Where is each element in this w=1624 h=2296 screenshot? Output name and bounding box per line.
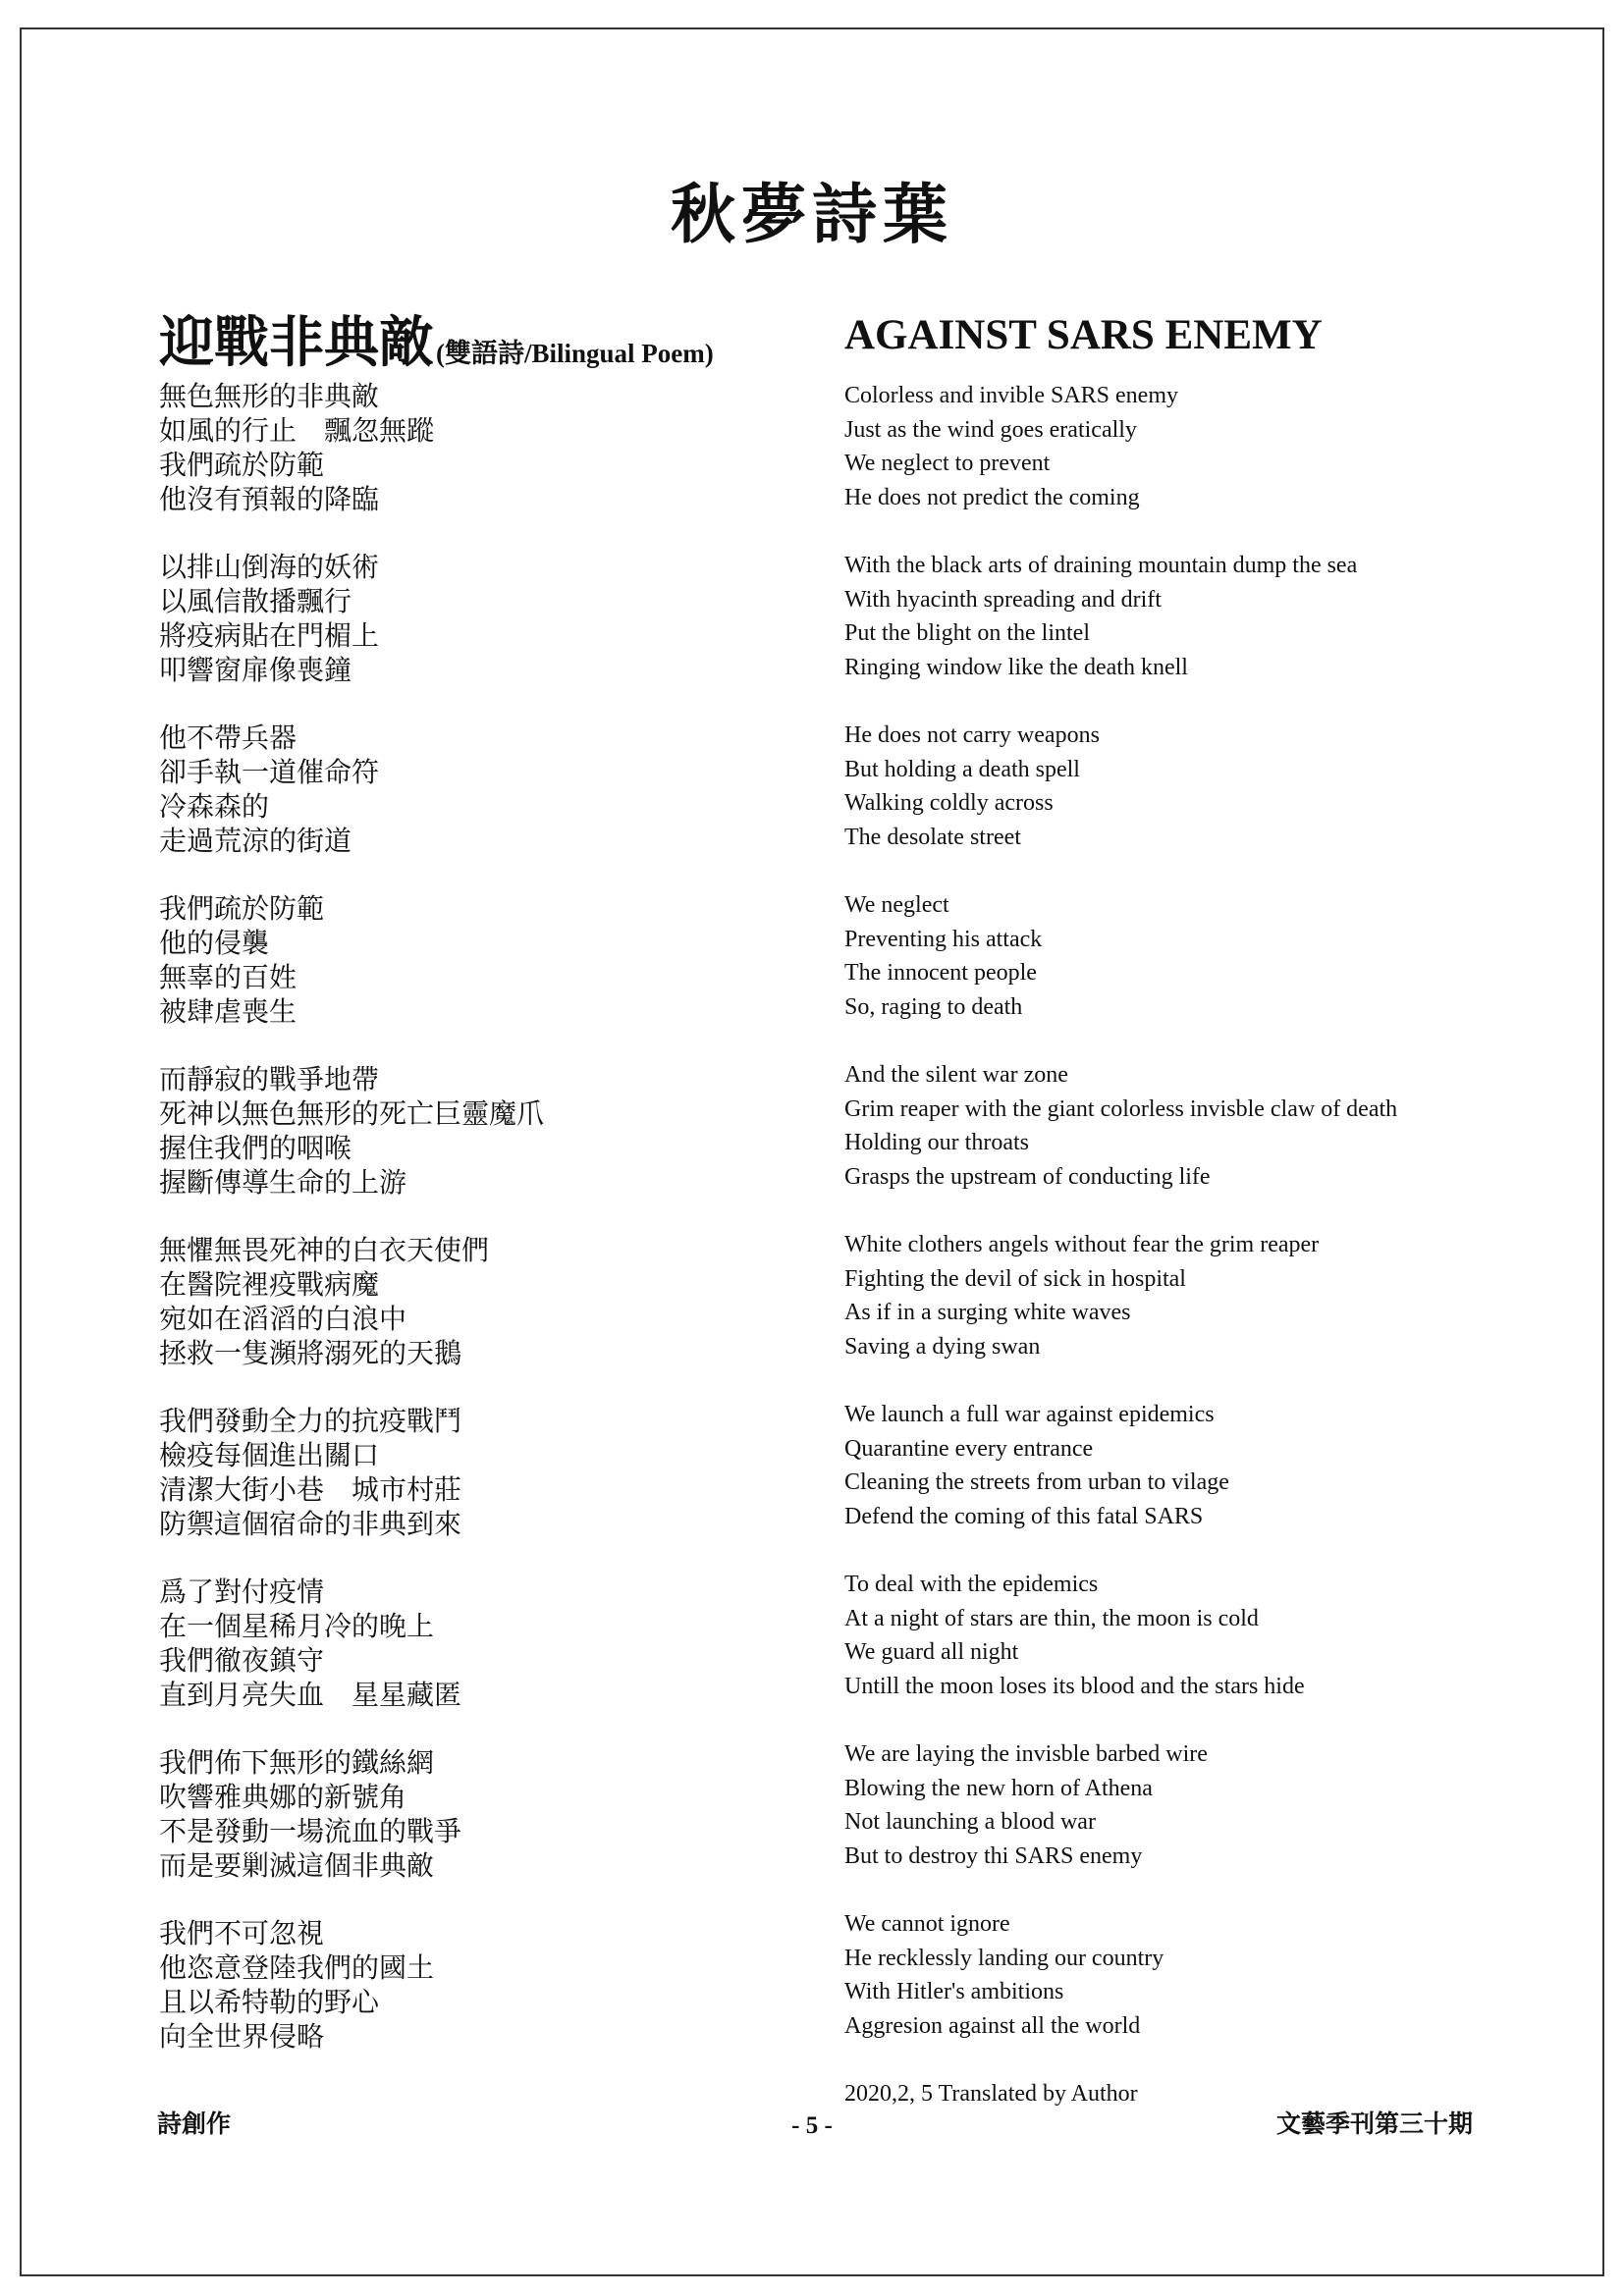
chinese-poem-stanza [159,379,827,550]
chinese-poem-line: 叩響窗扉像喪鐘 [159,654,352,686]
english-poem-stanza [844,719,1532,888]
english-poem-line: We neglect [844,892,949,918]
chinese-poem-line: 我們徹夜鎮守 [159,1644,325,1677]
chinese-poem-heading [159,312,827,373]
english-poem-line: The desolate street [844,824,1021,850]
chinese-poem-line: 我們不可忽視 [159,1917,325,1949]
english-poem-line: Not launching a blood war [844,1809,1096,1835]
chinese-poem-line: 宛如在滔滔的白浪中 [159,1303,407,1335]
english-poem-title: AGAINST SARS ENEMY [844,312,1323,358]
chinese-poem-line: 在醫院裡疫戰病魔 [159,1268,380,1301]
page-number: - 5 - [791,2112,833,2139]
chinese-poem-line: 無辜的百姓 [159,961,298,993]
chinese-poem-line: 爲了對付疫情 [159,1575,325,1608]
english-poem-line: Untill the moon loses its blood and the stars hide [844,1673,1305,1699]
chinese-poem-line: 拯救一隻瀕將溺死的天鵝 [159,1337,462,1369]
chinese-poem-line: 無懼無畏死神的白衣天使們 [159,1234,490,1266]
english-poem-line: At a night of stars are thin, the moon is cold [844,1605,1259,1631]
chinese-poem-line: 而靜寂的戰爭地帶 [159,1063,380,1095]
english-poem-line: Cleaning the streets from urban to vilage [844,1469,1229,1495]
english-poem-line: With the black arts of draining mountain dump the sea [844,553,1358,578]
chinese-poem-line: 他的侵襲 [159,927,270,959]
english-poem-line: We neglect to prevent [844,451,1051,476]
english-poem-line: Preventing his attack [844,926,1043,952]
english-poem-line: Holding our throats [844,1130,1029,1155]
english-poem-line: Colorless and invible SARS enemy [844,383,1178,408]
english-poem-line: Walking coldly across [844,790,1054,816]
chinese-poem-stanza [159,891,827,1062]
english-poem-line: But to destroy thi SARS enemy [844,1842,1143,1869]
footer-journal-issue: 文藝季刊第三十期 [1275,2109,1473,2138]
english-poem-stanza [844,1398,1532,1568]
section-title: 秋夢詩葉 [671,176,953,252]
english-poem-line: Blowing the new horn of Athena [844,1775,1153,1801]
chinese-poem-stanza [159,1233,827,1404]
english-poem-stanza [844,549,1532,719]
chinese-poem-stanza [159,721,827,891]
english-poem-line: With hyacinth spreading and drift [844,586,1162,613]
english-poem-line: He recklessly landing our country [844,1945,1164,1971]
english-poem-line: As if in a surging white waves [844,1300,1131,1325]
chinese-poem-line: 死神以無色無形的死亡巨靈魔爪 [159,1097,545,1130]
english-poem-line: But holding a death spell [844,756,1080,782]
chinese-poem-title: 迎戰非典敵 [159,310,434,375]
english-poem-line: Just as the wind goes eratically [844,416,1137,443]
chinese-poem-line: 在一個星稀月冷的晚上 [159,1610,435,1642]
chinese-poem-line: 他沒有預報的降臨 [159,483,380,515]
chinese-poem-column [159,312,827,2087]
english-poem-line: Quarantine every entrance [844,1435,1094,1462]
chinese-poem-line: 直到月亮失血 星星藏匿 [159,1679,462,1711]
english-poem-line: White clothers angels without fear the grim reaper [844,1232,1320,1257]
chinese-poem-line: 握斷傳導生命的上游 [159,1166,407,1199]
chinese-poem-line: 以風信散播飄行 [159,585,352,617]
chinese-poem-line: 以排山倒海的妖術 [159,551,380,583]
english-poem-stanza [844,888,1532,1058]
chinese-poem-line: 我們發動全力的抗疫戰鬥 [159,1405,462,1437]
english-poem-line: We are laying the invisble barbed wire [844,1741,1208,1767]
english-poem-stanza [844,1737,1532,1907]
english-poem-line: He does not carry weapons [844,722,1100,748]
chinese-poem-line: 向全世界侵略 [159,2020,325,2053]
chinese-poem-line: 握住我們的咽喉 [159,1132,352,1164]
english-poem-line: Fighting the devil of sick in hospital [844,1265,1186,1292]
english-poem-stanza [844,1058,1532,1228]
translation-note: 2020,2, 5 Translated by Author [844,2081,1138,2107]
chinese-poem-line: 將疫病貼在門楣上 [159,619,380,652]
english-poem-line: Put the blight on the lintel [844,620,1090,646]
english-poem-line: Grasps the upstream of conducting life [844,1163,1211,1190]
english-poem-line: The innocent people [844,960,1037,986]
chinese-poem-stanza [159,1916,827,2087]
english-poem-line: So, raging to death [844,993,1023,1020]
english-poem-line: Aggresion against all the world [844,2012,1141,2039]
chinese-poem-line: 且以希特勒的野心 [159,1986,380,2018]
english-poem-line: With Hitler's ambitions [844,1979,1064,2004]
chinese-poem-stanza [159,1575,827,1745]
english-poem-stanza [844,1228,1532,1398]
footer-category: 詩創作 [157,2109,232,2138]
chinese-poem-stanza [159,1404,827,1575]
english-poem-line: To deal with the epidemics [844,1572,1099,1597]
english-poem-line: We launch a full war against epidemics [844,1402,1215,1427]
english-poem-line: He does not predict the coming [844,484,1140,510]
english-poem-line: Saving a dying swan [844,1333,1041,1360]
chinese-poem-line: 而是要剿滅這個非典敵 [159,1849,435,1882]
chinese-poem-line: 我們疏於防範 [159,892,325,925]
chinese-poem-body [159,379,827,2087]
chinese-poem-line: 不是發動一場流血的戰爭 [159,1815,462,1847]
chinese-poem-line: 被肆虐喪生 [159,995,298,1028]
english-poem-stanza [844,379,1532,549]
english-poem-line: And the silent war zone [844,1062,1068,1088]
chinese-poem-line: 無色無形的非典敵 [159,380,380,412]
english-poem-line: Ringing window like the death knell [844,654,1188,680]
chinese-poem-line: 走過荒涼的街道 [159,825,352,857]
chinese-poem-line: 我們佈下無形的鐵絲網 [159,1746,435,1779]
chinese-poem-line: 如風的行止 飄忽無蹤 [159,414,435,447]
english-poem-line: Grim reaper with the giant colorless invisble claw of death [844,1095,1398,1122]
chinese-poem-stanza [159,550,827,721]
chinese-poem-line: 防禦這個宿命的非典到來 [159,1508,462,1540]
chinese-poem-line: 檢疫每個進出關口 [159,1439,380,1471]
chinese-poem-stanza [159,1062,827,1233]
english-poem-line: Defend the coming of this fatal SARS [844,1503,1204,1529]
english-poem-column [844,312,1532,2110]
english-poem-line: We guard all night [844,1639,1019,1665]
chinese-poem-line: 我們疏於防範 [159,449,325,481]
chinese-poem-line: 卻手執一道催命符 [159,756,380,788]
english-poem-line: We cannot ignore [844,1911,1010,1937]
english-poem-stanza [844,1907,1532,2077]
chinese-poem-line: 他不帶兵器 [159,721,298,754]
chinese-poem-line: 吹響雅典娜的新號角 [159,1781,407,1813]
chinese-poem-line: 冷森森的 [159,790,270,823]
chinese-poem-line: 他恣意登陸我們的國土 [159,1951,435,1984]
english-poem-body [844,379,1532,2077]
chinese-poem-line: 清潔大街小巷 城市村莊 [159,1473,462,1506]
english-poem-stanza [844,1568,1532,1737]
chinese-poem-subtitle: (雙語詩/Bilingual Poem) [436,339,714,368]
chinese-poem-stanza [159,1745,827,1916]
